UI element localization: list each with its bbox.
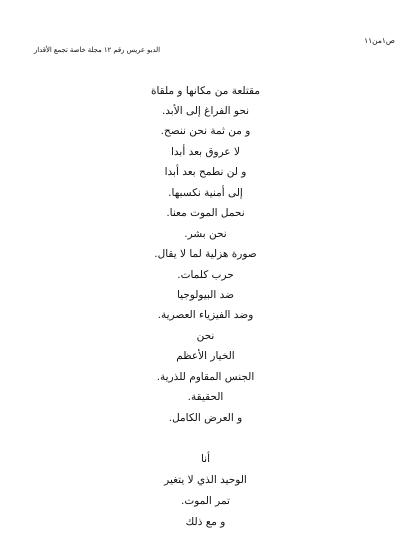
- page-number: ص١من١١: [364, 36, 395, 45]
- poem-line: لا عروق بعد أبدا: [170, 146, 241, 158]
- poem-line: وضد الفيزياء العصرية.: [157, 309, 254, 321]
- poem-line: الخيار الأعظم: [176, 350, 235, 362]
- poem-line: إلى أمنية نكسبها.: [168, 187, 243, 199]
- poem-line: ضد البيولوجيا: [176, 289, 235, 301]
- poem-line: نحن بشر.: [184, 228, 227, 240]
- poem-line: حرب كلمات.: [177, 269, 234, 281]
- poem-line: و لن نطمح بعد أبدا: [164, 166, 247, 178]
- poem-line: تمر الموت.: [181, 495, 230, 507]
- poem-line: و من ثمة نحن ننصح.: [160, 125, 251, 137]
- poem-line: الحقيقة.: [187, 391, 224, 403]
- poem-line: الجنس المقاوم للذرية.: [156, 371, 255, 383]
- poem-line: نحو الفراغ إلى الأبد.: [161, 105, 250, 117]
- poem-line: نحمل الموت معنا.: [166, 207, 245, 219]
- poem-line: أنا: [200, 453, 211, 465]
- poem-line: نحن: [196, 330, 215, 342]
- poem-line: الوحيد الذي لا يتغير: [164, 474, 247, 486]
- poem-line: صورة هزلية لما لا يقال.: [154, 248, 257, 260]
- running-header: الدبو عريس رقم ١٢ مجلة خاصة تجمع الأقدار: [34, 46, 160, 54]
- poem-line: مقتلعة من مكانها و ملقاة: [150, 85, 260, 97]
- poem-line: و العرض الكامل.: [168, 412, 243, 424]
- poem-line: و مع ذلك: [185, 516, 226, 528]
